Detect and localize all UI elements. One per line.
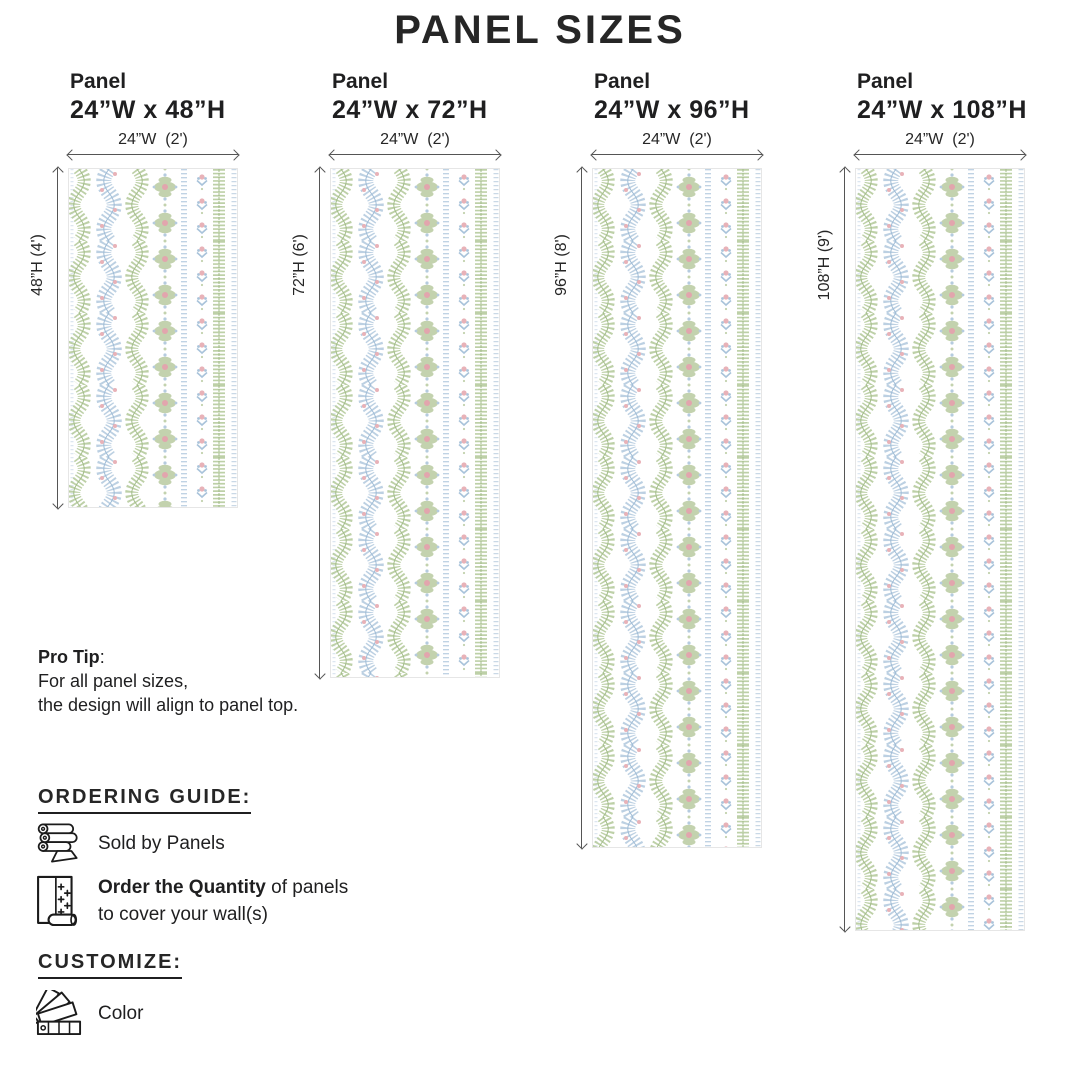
order-quantity-bold: Order the Quantity [98, 877, 266, 898]
width-measure [68, 131, 238, 155]
height-dimension-label: 72”H (6') [291, 234, 308, 296]
wallpaper-pattern [69, 169, 237, 507]
panel-size-label: 24”W x 48”H [70, 96, 226, 124]
panel-size-label: 24”W x 108”H [857, 96, 1027, 124]
color-swatches-icon [36, 990, 82, 1036]
panel-size-label: 24”W x 96”H [594, 96, 750, 124]
horizontal-arrow [592, 154, 762, 155]
pro-tip-label: Pro Tip [38, 647, 100, 667]
wallpaper-panel-swatch [592, 168, 762, 848]
horizontal-arrow [855, 154, 1025, 155]
pro-tip-line2: the design will align to panel top. [38, 695, 299, 715]
order-quantity-rest: of panels [265, 877, 349, 898]
pro-tip [38, 645, 298, 717]
sold-by-panels-row [36, 820, 225, 866]
horizontal-arrow [330, 154, 500, 155]
wallpaper-panel-swatch [855, 168, 1025, 931]
page-title: PANEL SIZES [394, 8, 686, 52]
panel-size-label: 24”W x 72”H [332, 96, 488, 124]
ordering-guide-heading: ORDERING GUIDE: [38, 786, 251, 814]
panel-heading: Panel [70, 70, 127, 93]
vertical-arrow [581, 168, 582, 848]
width-dimension-label: 24”W (2') [118, 131, 188, 148]
wallpaper-panel-swatch [330, 168, 500, 678]
sold-by-panels-label: Sold by Panels [98, 832, 225, 854]
wallpaper-pattern [856, 169, 1024, 930]
customize-color-label: Color [98, 1002, 144, 1024]
wallpaper-panel-swatch [68, 168, 238, 508]
width-measure [592, 131, 762, 155]
vertical-arrow [319, 168, 320, 678]
order-quantity-line2: to cover your wall(s) [98, 904, 268, 925]
height-dimension-label: 96”H (8') [553, 234, 570, 296]
panel-heading: Panel [332, 70, 389, 93]
order-quantity-row [36, 874, 348, 930]
panel-heading: Panel [857, 70, 914, 93]
width-dimension-label: 24”W (2') [380, 131, 450, 148]
width-dimension-label: 24”W (2') [905, 131, 975, 148]
width-measure [855, 131, 1025, 155]
wallpaper-pattern [331, 169, 499, 677]
customize-color-row [36, 990, 143, 1036]
customize-heading: CUSTOMIZE: [38, 951, 182, 979]
wallpaper-rolls-icon [36, 820, 82, 866]
wallpaper-sheet-icon [36, 874, 82, 930]
pro-tip-colon: : [99, 647, 105, 667]
pro-tip-line1: For all panel sizes, [38, 671, 189, 691]
horizontal-arrow [68, 154, 238, 155]
width-dimension-label: 24”W (2') [642, 131, 712, 148]
panel-heading: Panel [594, 70, 651, 93]
vertical-arrow [844, 168, 845, 931]
height-dimension-label: 48”H (4') [29, 234, 46, 296]
order-quantity-label [98, 874, 348, 928]
pro-tip-heading [38, 645, 298, 669]
vertical-arrow [57, 168, 58, 508]
height-dimension-label: 108”H (9') [816, 229, 833, 301]
wallpaper-pattern [593, 169, 761, 847]
width-measure [330, 131, 500, 155]
